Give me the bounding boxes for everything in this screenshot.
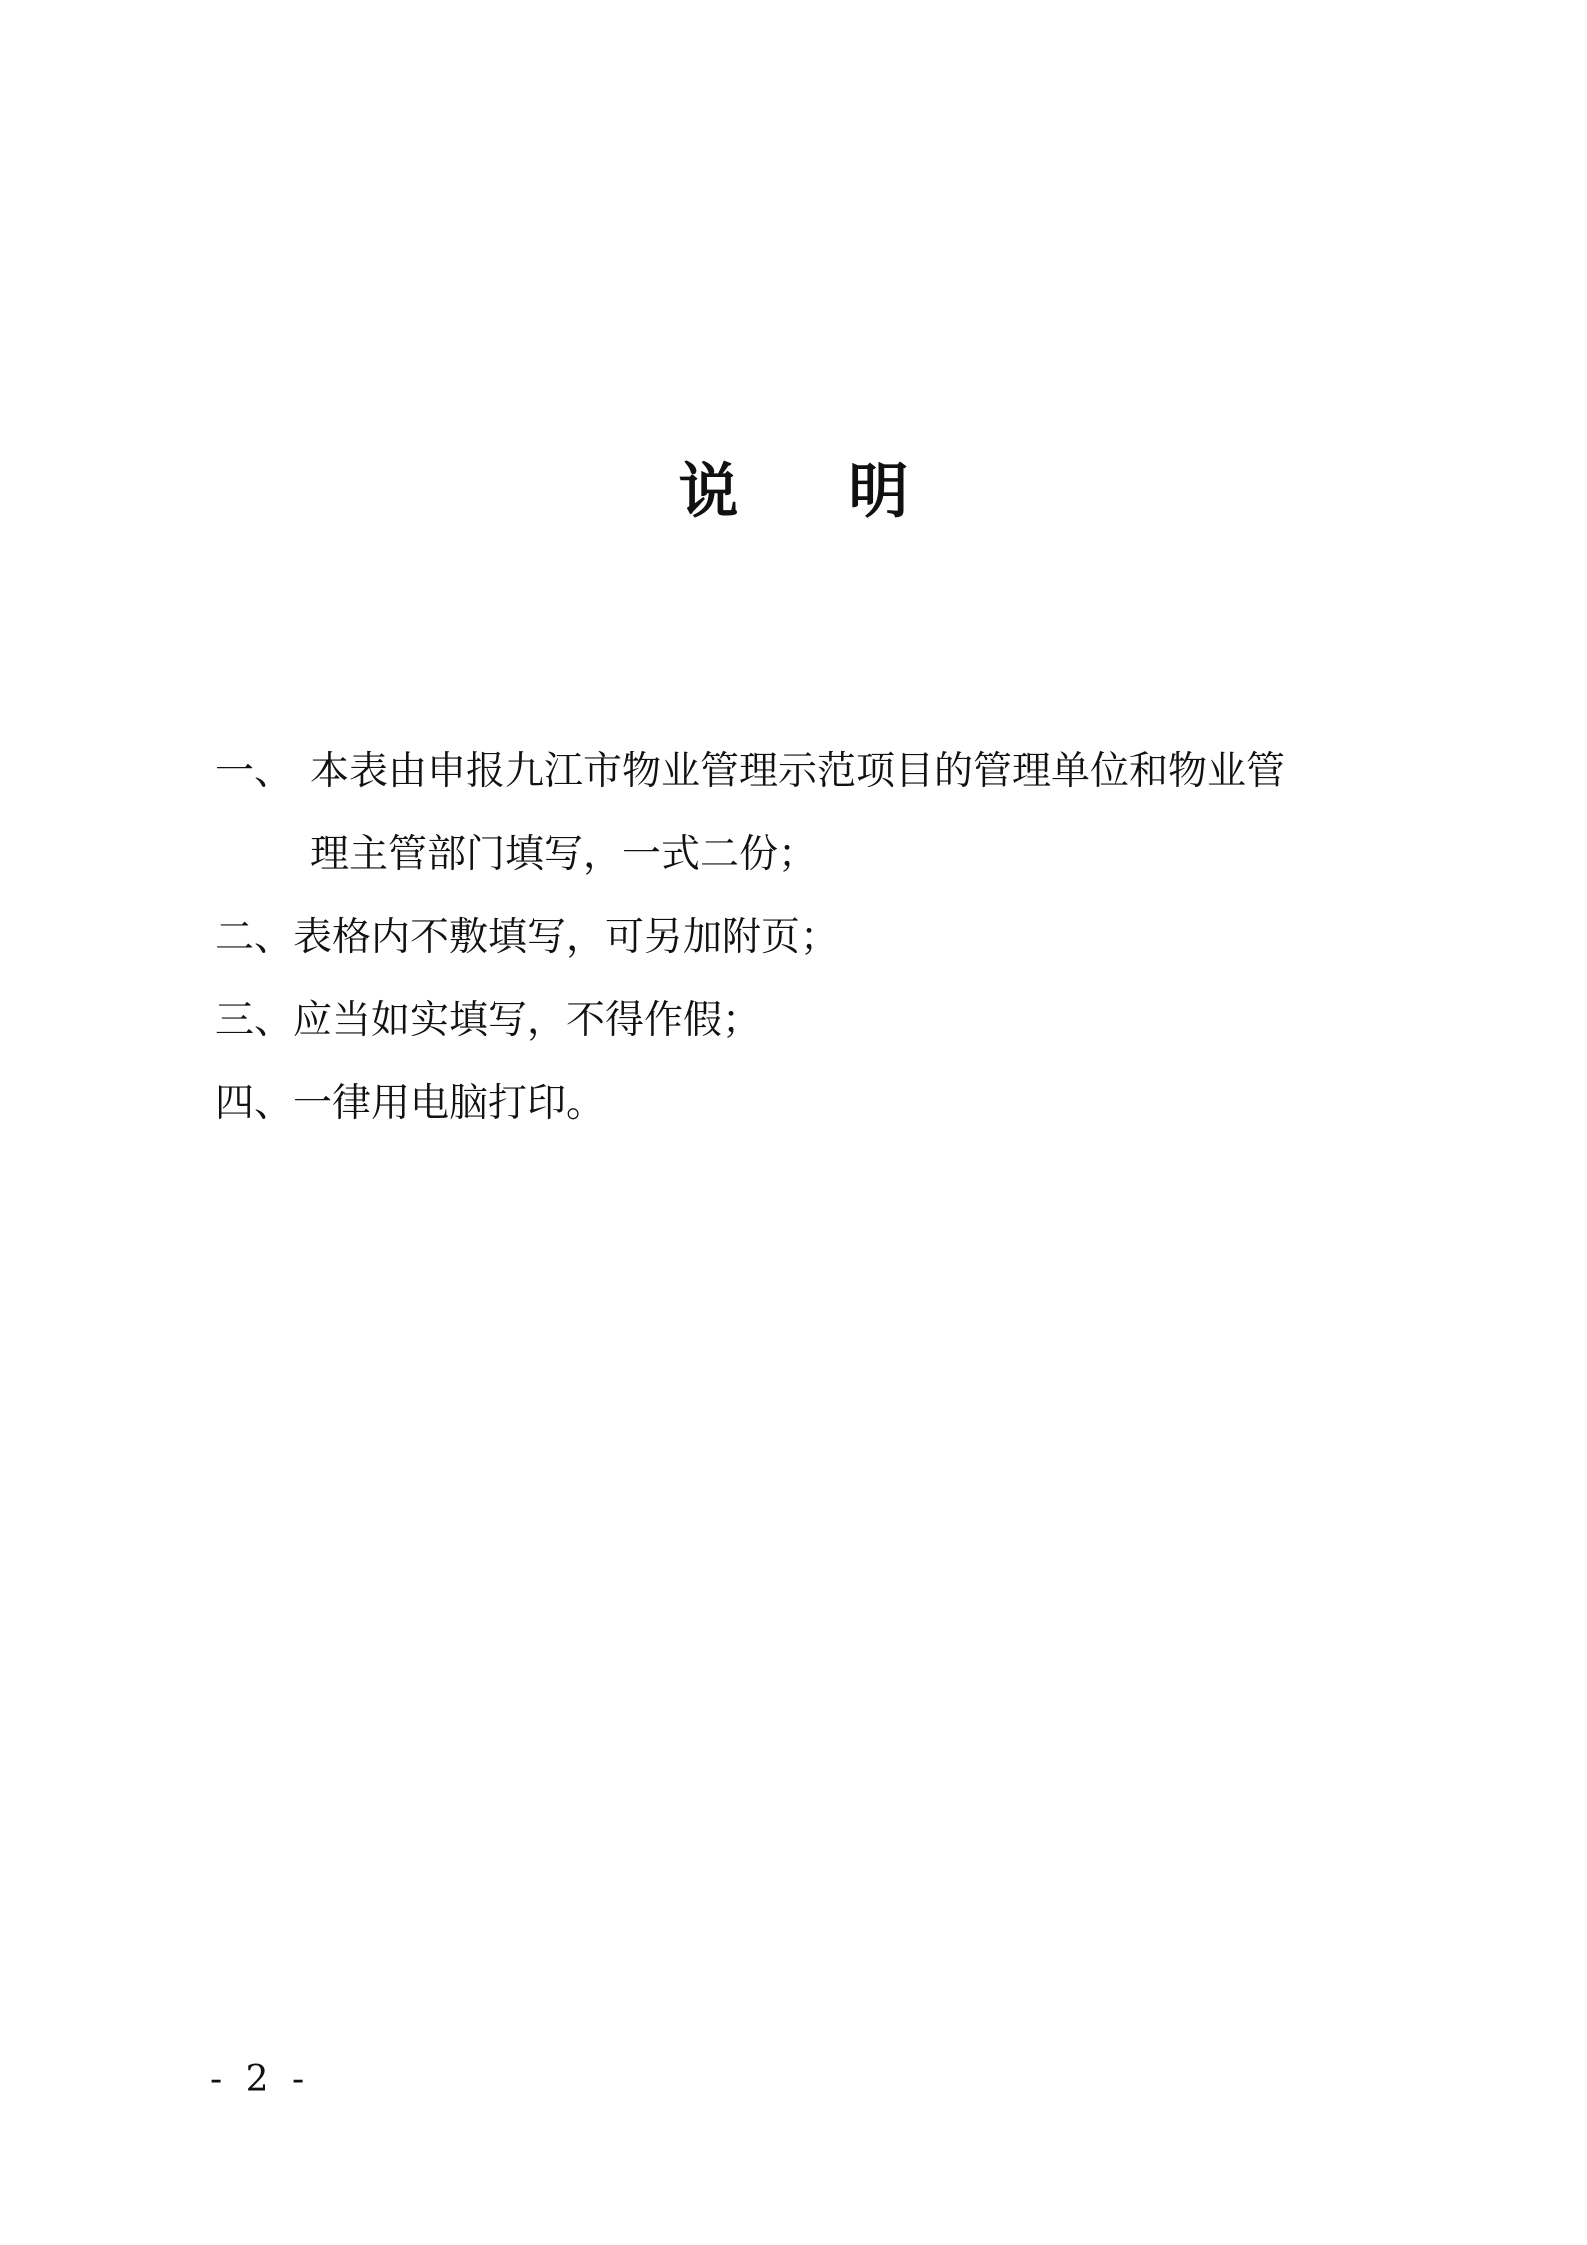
instruction-number: 三、 (215, 998, 294, 1043)
instruction-line-1: 本表由申报九江市物业管理示范项目的管理单位和物业管 (310, 749, 1286, 794)
instruction-number: 四、 (215, 1081, 294, 1126)
page-number: - 2 - (210, 2059, 311, 2100)
title-char-1: 说 (678, 457, 739, 527)
instruction-item-2 (215, 896, 1395, 979)
instruction-line-2: 理主管部门填写，一式二份； (310, 832, 818, 877)
instruction-text: 一律用电脑打印。 (293, 1081, 606, 1126)
title-char-2: 明 (848, 457, 909, 527)
instruction-text: 应当如实填写，不得作假； (293, 998, 762, 1043)
instruction-text (310, 730, 1395, 896)
instruction-number: 二、 (215, 915, 294, 960)
instruction-item-1 (215, 730, 1395, 896)
instruction-text: 表格内不敷填写，可另加附页； (293, 915, 840, 960)
instructions-list (215, 730, 1395, 1145)
page-title (0, 452, 1587, 532)
instruction-item-3 (215, 979, 1395, 1062)
instruction-number: 一、 (215, 749, 294, 794)
instruction-item-4 (215, 1062, 1395, 1145)
